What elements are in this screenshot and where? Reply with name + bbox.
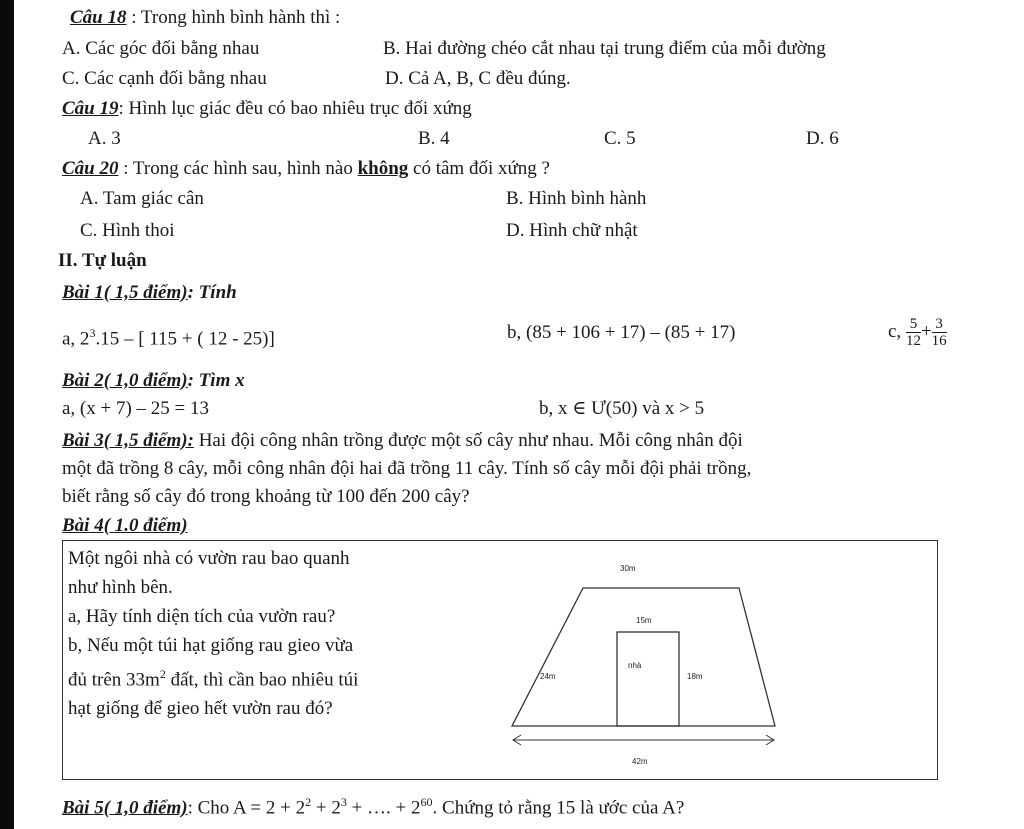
q20-stem: Câu 20 : Trong các hình sau, hình nào không có tâm đối xứng ? — [62, 158, 550, 179]
bai2-part-b: b, x ∈ Ư(50) và x > 5 — [539, 398, 705, 419]
bai4-line-4: b, Nếu một túi hạt giống rau gieo vừa — [68, 635, 354, 656]
bai3-title: Bài 3( 1,5 điểm): — [62, 430, 194, 451]
label-bottom-42m: 42m — [632, 757, 648, 766]
label-top-30m: 30m — [620, 564, 636, 573]
section-2-title: II. Tự luận — [58, 250, 147, 271]
label-house-side-18m: 18m — [687, 672, 703, 681]
bai1-part-c: c, $\frac{5}{12}$ + $\frac{3}{16}$ — [888, 316, 947, 350]
q18-option-c: C. Các cạnh đối bằng nhau — [62, 68, 267, 89]
bai4-line-3: a, Hãy tính diện tích của vườn rau? — [68, 606, 336, 627]
bai3-line-1: Bài 3( 1,5 điểm): Hai đội công nhân trồng được một số cây như nhau. Mỗi công nhân đội — [62, 430, 743, 451]
q18-option-a: A. Các góc đối bằng nhau — [62, 38, 260, 59]
label-left-24m: 24m — [540, 672, 556, 681]
bai2-part-a: a, (x + 7) – 25 = 13 — [62, 398, 210, 419]
bai3-line-3: biết rằng số cây đó trong khoảng từ 100 đến 200 cây? — [62, 486, 470, 507]
bai1-part-b: b, (85 + 106 + 17) – (85 + 17) — [507, 322, 736, 343]
q19-option-c: C. 5 — [604, 128, 636, 149]
q20-option-c: C. Hình thoi — [80, 220, 175, 241]
q19-option-b: B. 4 — [418, 128, 450, 149]
fraction-5-12: $\frac{5}{12}$ — [905, 316, 921, 350]
bai4-line-1: Một ngôi nhà có vườn rau bao quanh — [68, 548, 350, 569]
q19-label: Câu 19 — [62, 98, 119, 119]
bai5-title: Bài 5( 1,0 điểm) — [62, 797, 188, 819]
house-rect — [617, 632, 679, 726]
q19-stem: Câu 19: Hình lục giác đều có bao nhiêu trục đối xứng — [62, 98, 472, 119]
bai4-line-5: đủ trên $33m^2$ đất, thì cần bao nhiêu túi — [68, 667, 359, 691]
q19-option-d: D. 6 — [806, 128, 839, 149]
q20-option-a: A. Tam giác cân — [80, 188, 204, 209]
bai4-line-6: hạt giống để gieo hết vườn rau đó? — [68, 698, 333, 720]
q20-option-d: D. Hình chữ nhật — [506, 220, 638, 241]
q20-label: Câu 20 — [62, 158, 119, 179]
garden-trapezoid — [512, 588, 775, 726]
label-house: nhà — [628, 661, 642, 670]
q18-stem: Câu 18 : Trong hình bình hành thì : — [70, 7, 341, 28]
q20-emphasis: không — [357, 158, 409, 179]
q19-option-a: A. 3 — [88, 128, 121, 149]
q18-option-d: D. Cả A, B, C đều đúng. — [385, 68, 571, 89]
bai1-part-a: a, $2^3.15$ – [ 115 + ( 12 - 25)] — [62, 326, 275, 350]
bai2-title: Bài 2( 1,0 điểm) — [62, 370, 188, 391]
bai5-line: Bài 5( 1,0 điểm): Cho $A = 2 + 2^2 + 2^3$ + …. + $2^{60}$. Chứng tỏ rằng 15 là ước của A? — [62, 795, 685, 819]
bai1-heading: Bài 1( 1,5 điểm): Tính — [62, 282, 237, 303]
bai3-line-2: một đã trồng 8 cây, mỗi công nhân đội hai đã trồng 11 cây. Tính số cây mỗi đội phải trồng, — [62, 458, 752, 479]
bai4-title: Bài 4( 1.0 điểm) — [62, 515, 188, 536]
q18-label: Câu 18 — [70, 7, 127, 28]
q18-option-b: B. Hai đường chéo cắt nhau tại trung điểm của mỗi đường — [383, 38, 826, 59]
q20-option-b: B. Hình bình hành — [506, 188, 647, 209]
bai1-title: Bài 1( 1,5 điểm) — [62, 282, 188, 303]
label-house-top-15m: 15m — [636, 616, 652, 625]
bai4-line-2: như hình bên. — [68, 577, 173, 598]
bai2-heading: Bài 2( 1,0 điểm): Tìm x — [62, 370, 245, 391]
fraction-3-16: $\frac{3}{16}$ — [931, 316, 947, 350]
